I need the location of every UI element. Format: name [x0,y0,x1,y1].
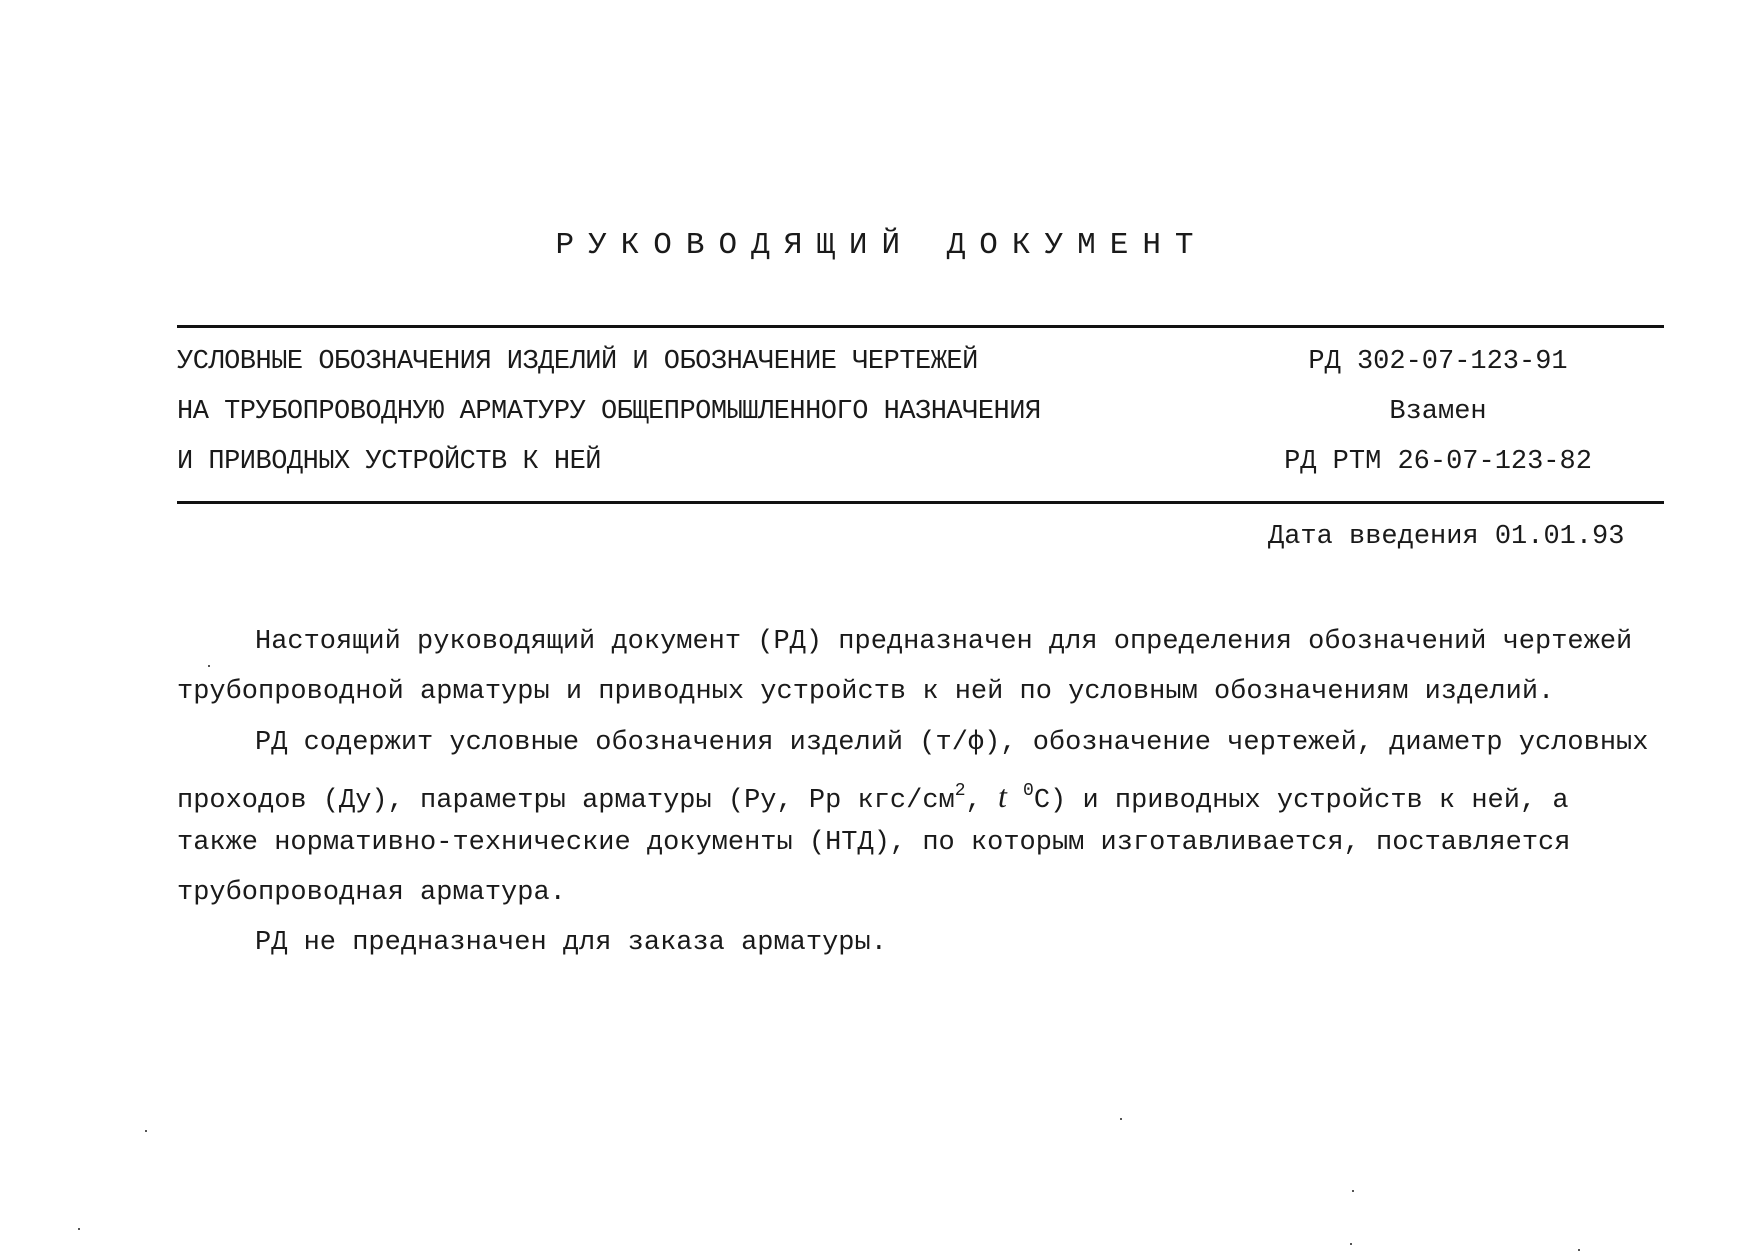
introduction-date: Дата введения 01.01.93 [1268,522,1625,552]
header-top-rule [177,325,1664,328]
document-code: РД 302-07-123-91 [1308,347,1568,377]
paragraph-2-line-3: также нормативно-технические документы (НТД), по которым изготавливается, поставляется [177,828,1571,858]
paragraph-3: РД не предназначен для заказа арматуры. [255,928,887,958]
replaces-label: Взамен [1389,397,1487,427]
comma-separator: , [965,786,982,816]
squared-superscript: 2 [954,781,966,801]
scan-speck [208,665,210,667]
paragraph-2-line-1: РД содержит условные обозначения изделий (т/ф), обозначение чертежей, диаметр условных [255,728,1649,758]
paragraph-2-line-4: трубопроводная арматура. [177,878,566,908]
subject-line-1: УСЛОВНЫЕ ОБОЗНАЧЕНИЯ ИЗДЕЛИЙ И ОБОЗНАЧЕНИЕ ЧЕРТЕЖЕЙ [177,347,978,377]
scan-speck [1120,1118,1122,1120]
paragraph-1-line-2: трубопроводной арматуры и приводных устройств к ней по условным обозначениям изделий. [177,677,1555,707]
scan-speck [1350,1243,1352,1245]
paragraph-2-line-2-end: С) и приводных устройств к ней, а [1033,786,1569,816]
temperature-symbol: t [997,778,1007,814]
header-bottom-rule [177,501,1664,504]
paragraph-2-line-2-start: проходов (Ду), параметры арматуры (Ру, Рр кгс/см [177,786,955,816]
paragraph-1-line-1: Настоящий руководящий документ (РД) предназначен для определения обозначений чертежей [255,627,1633,657]
subject-line-3: И ПРИВОДНЫХ УСТРОЙСТВ К НЕЙ [177,447,601,477]
paragraph-2-line-2 [177,778,1569,816]
document-title: РУКОВОДЯЩИЙ ДОКУМЕНТ [555,228,1208,263]
degree-sign: 0 [1023,781,1034,801]
replaced-document-code: РД РТМ 26-07-123-82 [1284,447,1592,477]
scan-speck [1578,1249,1580,1251]
subject-line-2: НА ТРУБОПРОВОДНУЮ АРМАТУРУ ОБЩЕПРОМЫШЛЕННОГО НАЗНАЧЕНИЯ [177,397,1041,427]
scan-speck [1352,1190,1354,1192]
scan-speck [78,1228,80,1230]
scan-speck [145,1130,147,1132]
